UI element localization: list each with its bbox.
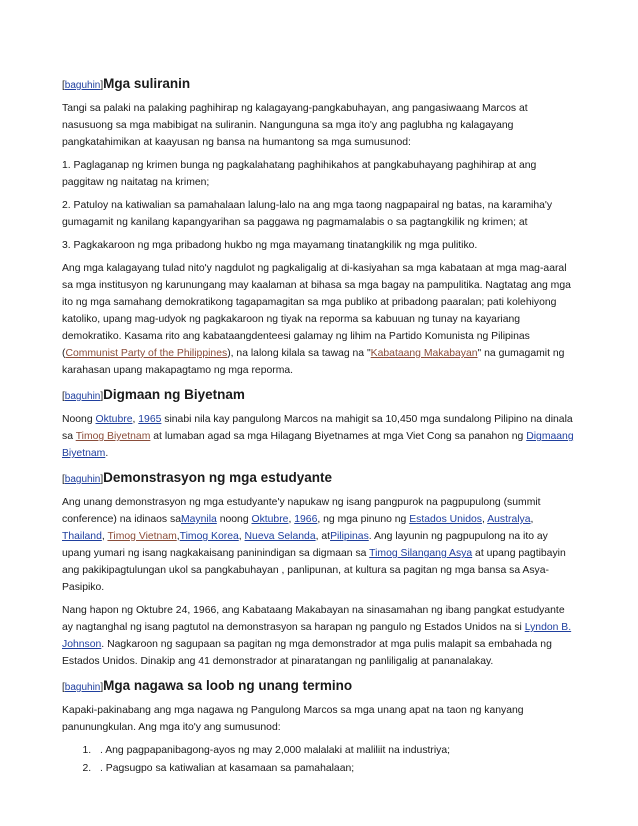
link-1966[interactable]: 1966 bbox=[294, 514, 318, 525]
link-timog-biyetnam[interactable]: Timog Biyetnam bbox=[75, 431, 151, 442]
paragraph: 3. Pagkakaroon ng mga pribadong hukbo ng mga mayamang tinatangkilik ng mga pulitiko. bbox=[62, 240, 478, 251]
section-heading-nagawa bbox=[62, 676, 578, 698]
edit-link-wrapper: [baguhin] bbox=[62, 80, 104, 91]
text-run: " na gumagamit ng karahasan upang makapagtamo ng mga reporma. bbox=[62, 348, 565, 376]
link-timog-silangang-asya[interactable]: Timog Silangang Asya bbox=[369, 548, 473, 559]
section-heading-suliranin bbox=[62, 74, 578, 96]
section-heading-demonstrasyon bbox=[62, 468, 578, 490]
section-title: Demonstrasyon ng mga estudyante bbox=[103, 470, 332, 485]
text-run: Ang mga kalagayang tulad nito'y nagdulot ng pagkaligalig at di-kasiyahan sa mga kabataan at mga mag-aaral sa mga institusyon ng karunungang may kaalaman at bihasa sa mga bagay na pampulitika. Nagtatag ang mga ito ng mga samahang demokratikong tagapamagitan sa mga publiko at pribadong paaralan; pati kolehiyong katoliko, upang mag-udyok ng pagkakaroon ng tiyak na reporma sa kabuuan ng tunay na kayariang demokratiko. Kasama rito ang kabataangdenteesi galamay ng lihim na Partido Komunista ng Pilipinas ( bbox=[62, 263, 571, 359]
section-heading-digmaan bbox=[62, 385, 578, 407]
edit-link[interactable]: baguhin bbox=[64, 80, 101, 91]
paragraph: Tangi sa palaki na palaking paghihirap ng kalagayang-pangkabuhayan, ang pangasiwaang Marcos at nasusuong sa mga mabibigat na suliranin. Nangunguna sa mga ito'y ang paglubha ng kalagayang pangkatahimikan at kaayusan ng bansa na humantong sa mga sumusunod: bbox=[62, 103, 528, 148]
edit-link-wrapper: [baguhin] bbox=[62, 682, 104, 693]
paragraph: 2. Patuloy na katiwalian sa pamahalaan lalung-lalo na ang mga taong nagpapairal ng batas, na karamiha'y gumagamit ng kanilang kapangyarihan sa paggawa ng pagmamalabis o sa pagtangkilik ng krimen; at bbox=[62, 200, 553, 228]
paragraph: Kapaki-pakinabang ang mga nagawa ng Pangulong Marcos sa mga unang apat na taon ng kanyang panunungkulan. Ang mga ito'y ang sumusunod: bbox=[62, 705, 524, 733]
link-timog-vietnam[interactable]: Timog Vietnam bbox=[107, 531, 177, 542]
text-run: , bbox=[482, 514, 488, 525]
text-run: at lumaban agad sa mga Hilagang Biyetnames at mga Viet Cong sa panahon ng bbox=[150, 431, 527, 442]
link-estados-unidos[interactable]: Estados Unidos bbox=[409, 514, 482, 525]
link-nueva-selanda[interactable]: Nueva Selanda bbox=[244, 531, 316, 542]
text-run: , at bbox=[315, 531, 331, 542]
edit-link[interactable]: baguhin bbox=[64, 682, 101, 693]
text-run: sinabi nila kay pangulong Marcos na mahigit sa 10,450 mga sundalong Pilipino na dinala sa bbox=[62, 414, 573, 442]
link-thailand[interactable]: Thailand bbox=[62, 531, 102, 542]
edit-link-wrapper: [baguhin] bbox=[62, 474, 104, 485]
section-title: Mga suliranin bbox=[103, 76, 191, 91]
text-run: . bbox=[105, 448, 109, 459]
link-pilipinas[interactable]: Pilipinas bbox=[330, 531, 369, 542]
paragraph bbox=[62, 494, 578, 596]
text-run: Noong bbox=[62, 414, 96, 425]
text-run: , bbox=[530, 514, 534, 525]
text-run: , bbox=[288, 514, 295, 525]
link-timog-korea[interactable]: Timog Korea bbox=[179, 531, 239, 542]
text-run: . Nagkaroon ng sagupaan sa pagitan ng mga demonstrador at mga pulis malapit sa embahada ng Estados Unidos. Dinakip ang 41 demonstrador at pinaratangan ng panliligalig at pananalakay. bbox=[62, 639, 552, 667]
text-run: , ng mga pinuno ng bbox=[317, 514, 410, 525]
link-maynila[interactable]: Maynila bbox=[181, 514, 217, 525]
paragraph: 1. Paglaganap ng krimen bunga ng pagkalahatang paghihikahos at pangkabuhayang paghihirap at ang paggitaw ng naitatag na krimen; bbox=[62, 160, 537, 188]
section-title: Digmaan ng Biyetnam bbox=[103, 387, 245, 402]
text-run: , bbox=[132, 414, 139, 425]
edit-link[interactable]: baguhin bbox=[64, 474, 101, 485]
link-digmaang-biyetnam[interactable]: Digmaang Biyetnam bbox=[62, 431, 574, 459]
text-run: ), na lalong kilala sa tawag na " bbox=[227, 348, 371, 359]
edit-link[interactable]: baguhin bbox=[64, 391, 101, 402]
link-australya[interactable]: Australya bbox=[487, 514, 531, 525]
text-run: , bbox=[101, 531, 108, 542]
section-title: Mga nagawa sa loob ng unang termino bbox=[103, 678, 353, 693]
text-run: noong bbox=[216, 514, 252, 525]
link-kabataang-makabayan[interactable]: Kabataang Makabayan bbox=[370, 348, 478, 359]
list-item: 1. . Ang pagpapanibagong-ayos ng may 2,000 malalaki at maliliit na industriya; bbox=[94, 742, 578, 760]
text-run: , bbox=[176, 531, 180, 542]
text-run: . Ang layunin ng pagpupulong na ito ay upang yumari ng isang nagkakaisang paninindigan sa digmaan sa bbox=[62, 531, 548, 559]
paragraph bbox=[62, 260, 578, 379]
text-run: Ang unang demonstrasyon ng mga estudyante'y napukaw ng isang pangpurok na pagpupulong (summit conference) na idinaos sa bbox=[62, 497, 541, 525]
text-run: , bbox=[238, 531, 245, 542]
paragraph bbox=[62, 411, 578, 462]
list-item: 2. . Pagsugpo sa katiwalian at kasamaan sa pamahalaan; bbox=[94, 760, 578, 778]
link-oktubre[interactable]: Oktubre bbox=[251, 514, 289, 525]
link-1965[interactable]: 1965 bbox=[138, 414, 162, 425]
edit-link-wrapper: [baguhin] bbox=[62, 391, 104, 402]
link-communist-party[interactable]: Communist Party of the Philippines bbox=[65, 348, 228, 359]
text-run: Nang hapon ng Oktubre 24, 1966, ang Kabataang Makabayan na sinasamahan ng ibang pangkat estudyante ay nagtanghal ng isang pagtutol na demonstrasyon sa harapan ng pangulo ng Estados Unidos na si bbox=[62, 605, 565, 633]
link-oktubre[interactable]: Oktubre bbox=[95, 414, 133, 425]
paragraph bbox=[62, 602, 578, 670]
text-run: at upang pagtibayin ang pakikipagtulungan ukol sa pangkabuhayan , panlipunan, at kultura sa pagitan ng mga bansa sa Asya-Pasipiko. bbox=[62, 548, 566, 593]
achievements-list bbox=[62, 742, 578, 778]
link-lyndon-johnson[interactable]: Lyndon B. Johnson bbox=[62, 622, 572, 650]
